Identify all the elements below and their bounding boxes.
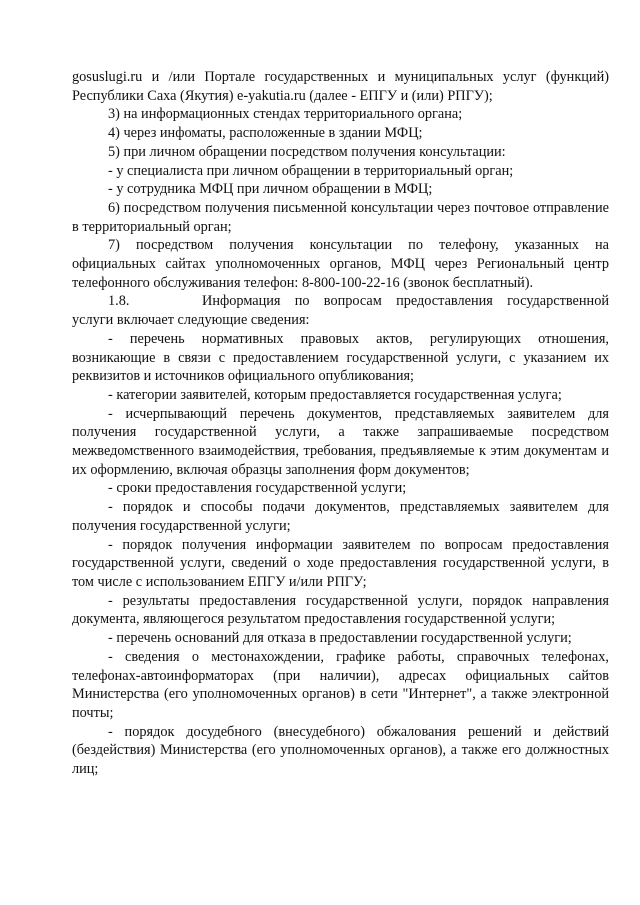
info-item: - сведения о местонахождении, графике работы, справочных телефонах, телефонах-автоинформаторах (при наличии), адресах официальных сайтов Министерства (его уполномоченных органов) в сети "Интернет", а также электронной почты; (72, 648, 609, 721)
sub-item-specialist: - у специалиста при личном обращении в территориальный орган; (108, 162, 514, 179)
section-1-8 (72, 292, 609, 329)
info-item: - категории заявителей, которым предоставляется государственная услуга; (108, 386, 562, 403)
info-item: - порядок получения информации заявителем по вопросам предоставления государственной услуги, сведений о ходе предоставления государственной услуги, в том числе с использованием ЕПГУ и/или РПГУ; (72, 536, 609, 590)
info-item: - порядок и способы подачи документов, представляемых заявителем для получения государственной услуги; (72, 499, 609, 534)
paragraph-0: gosuslugi.ru и /или Портале государственных и муниципальных услуг (функций) Республики Саха (Якутия) e-yakutia.ru (далее - ЕПГУ и (или) РПГУ); (72, 69, 609, 104)
list-item-4: 4) через инфоматы, расположенные в здании МФЦ; (108, 125, 423, 142)
sub-item-mfc: - у сотрудника МФЦ при личном обращении в МФЦ; (108, 181, 433, 198)
info-item: - исчерпывающий перечень документов, представляемых заявителем для получения государственной услуги, а также запрашиваемые посредством межведомственного взаимодействия, требования, предъявляемые к этим документам и их оформлению, включая образцы заполнения форм документов; (72, 405, 609, 478)
list-item-6: 6) посредством получения письменной консультации через почтовое отправление в территориальный орган; (72, 199, 609, 235)
section-number: 1.8. (108, 293, 130, 310)
info-item: - перечень нормативных правовых актов, регулирующих отношения, возникающие в связи с предоставлением государственной услуги, с указанием их реквизитов и источников официального опубликования; (72, 330, 609, 385)
list-item-3: 3) на информационных стендах территориального органа; (108, 106, 463, 123)
info-item: - результаты предоставления государственной услуги, порядок направления документа, являющегося результатом предоставления государственной услуги; (72, 592, 609, 628)
list-item-5: 5) при личном обращении посредством получения консультации: (108, 143, 506, 160)
list-item-7: 7) посредством получения консультации по телефону, указанных на официальных сайтах уполномоченных органов, МФЦ через Региональный центр телефонного обслуживания телефон: 8-800-100-22-16 (звонок бесплатный). (72, 237, 609, 291)
info-item: - сроки предоставления государственной услуги; (108, 480, 407, 497)
document-page (72, 68, 609, 779)
section-text: Информация по вопросам предоставления государственной услуги включает следующие сведения: (72, 293, 609, 329)
info-item: - порядок досудебного (внесудебного) обжалования решений и действий (бездействия) Министерства (его уполномоченных органов), а также его должностных лиц; (72, 723, 609, 778)
info-item: - перечень оснований для отказа в предоставлении государственной услуги; (108, 630, 572, 647)
